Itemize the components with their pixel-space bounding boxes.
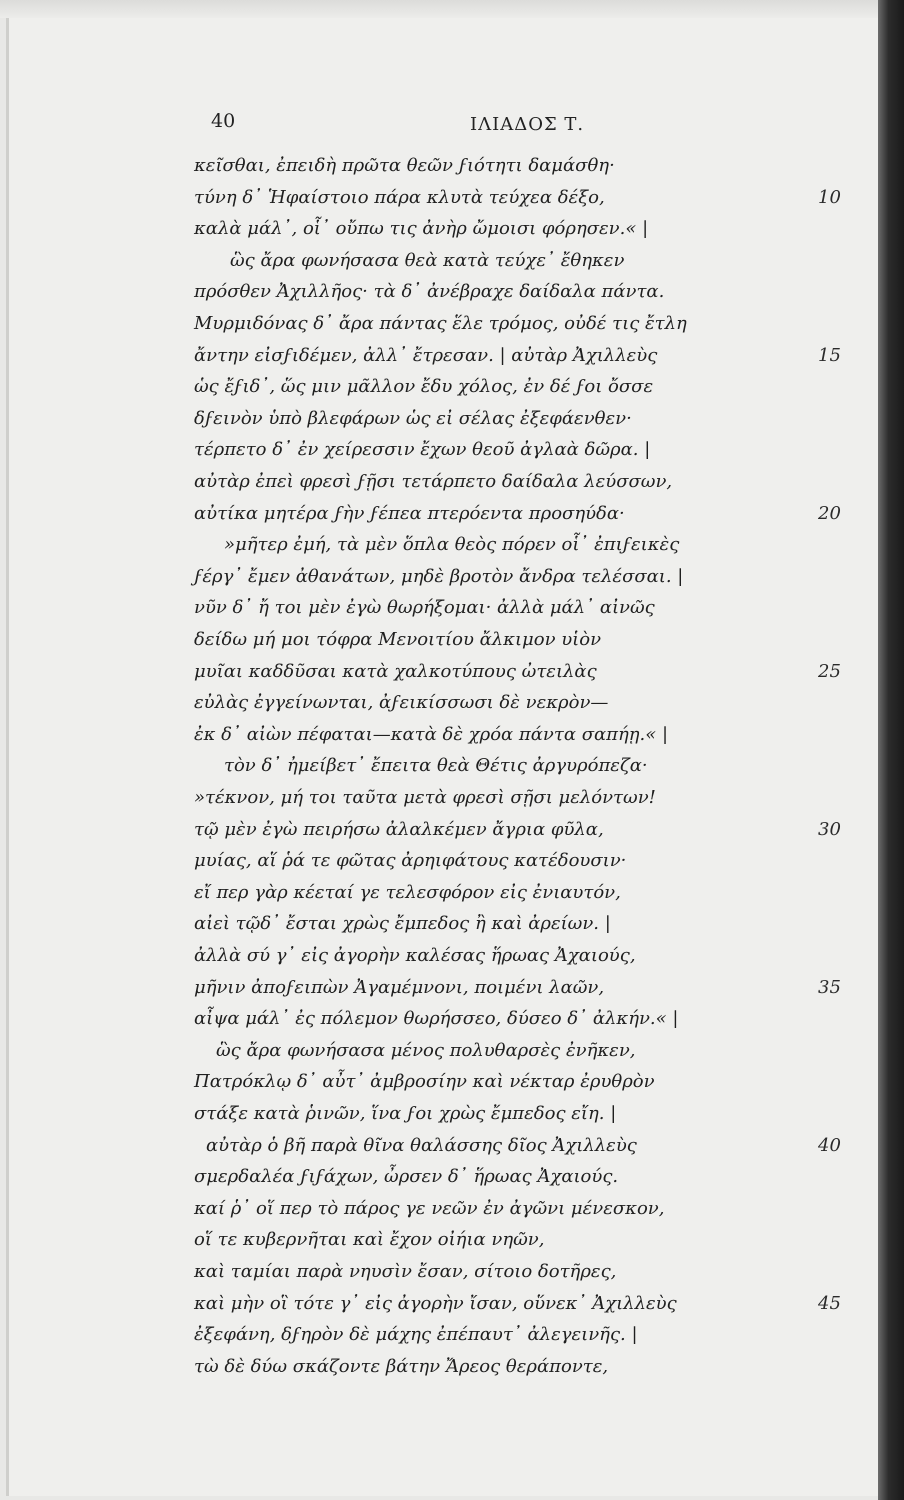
verse-line: [0, 1322, 870, 1354]
verse-line: [0, 595, 870, 627]
line-number: 35: [818, 976, 841, 998]
verse-line: [0, 279, 870, 311]
verse-text: τὼ δὲ δύω σκάζοντε βάτην Ἄρεος θεράποντε,: [194, 1355, 609, 1377]
verse-text: τέρπετο δ᾽ ἐν χείρεσσιν ἔχων θεοῦ ἀγλαὰ δῶρα. |: [194, 439, 651, 461]
verse-text: κεῖσθαι, ἐπειδὴ πρῶτα θεῶν ϝιότητι δαμάσθη·: [194, 155, 615, 176]
verse-text: εὐλὰς ἐγγείνωνται, ἀϝεικίσσωσι δὲ νεκρὸν—: [194, 692, 609, 714]
verse-line: [0, 1196, 870, 1228]
binding-edge: [878, 0, 904, 1500]
verse-line: [0, 848, 870, 880]
verse-text: »τέκνον, μή τοι ταῦτα μετὰ φρεσὶ σῇσι μελόντων!: [194, 787, 656, 808]
verse-line: [0, 374, 870, 406]
verse-line: [0, 1133, 870, 1165]
verse-text: Μυρμιδόνας δ᾽ ἄρα πάντας ἕλε τρόμος, οὐδέ τις ἔτλη: [194, 313, 687, 334]
page-number: 40: [211, 110, 236, 132]
verse-line: [0, 311, 870, 343]
verse-line: [0, 1101, 870, 1133]
verse-line: [0, 1291, 870, 1323]
verse-text: καὶ ταμίαι παρὰ νηυσὶν ἔσαν, σίτοιο δοτῆρες,: [194, 1261, 617, 1282]
verse-text: δϝεινὸν ὑπὸ βλεφάρων ὡς εἰ σέλας ἐξεφάενθεν·: [194, 407, 632, 429]
verse-line: [0, 1006, 870, 1038]
verse-line: [0, 1038, 870, 1070]
verse-text: ἐκ δ᾽ αἰὼν πέφαται—κατὰ δὲ χρόα πάντα σαπήῃ.« |: [194, 723, 669, 745]
verse-text: μῆνιν ἀποϝειπὼν Ἀγαμέμνονι, ποιμένι λαῶν,: [194, 976, 605, 998]
verse-line: [0, 722, 870, 754]
verse-line: [0, 1164, 870, 1196]
verse-text: τύνη δ᾽ Ἡφαίστοιο πάρα κλυτὰ τεύχεα δέξο,: [194, 186, 605, 208]
verse-text: καί ῥ᾽ οἵ περ τὸ πάρος γε νεῶν ἐν ἀγῶνι μένεσκον,: [194, 1197, 665, 1219]
verse-line: [0, 911, 870, 943]
verse-line: [0, 880, 870, 912]
verse-text: νῦν δ᾽ ἤ τοι μὲν ἐγὼ θωρήξομαι· ἀλλὰ μάλ᾽ αἰνῶς: [194, 597, 655, 619]
verse-text: αἰεὶ τῷδ᾽ ἔσται χρὼς ἔμπεδος ἢ καὶ ἀρείων. |: [194, 913, 611, 935]
verse-line: [0, 753, 870, 785]
verse-line: [0, 437, 870, 469]
verse-text: »μῆτερ ἐμή, τὰ μὲν ὅπλα θεὸς πόρεν οἷ᾽ ἐπιϝεικὲς: [224, 534, 680, 556]
verse-line: [0, 564, 870, 596]
line-number: 25: [818, 660, 841, 682]
verse-text: ϝέργ᾽ ἔμεν ἀθανάτων, μηδὲ βροτὸν ἄνδρα τελέσσαι. |: [194, 565, 684, 587]
verse-text: ὣς ἄρα φωνήσασα μένος πολυθαρσὲς ἐνῆκεν,: [216, 1039, 636, 1061]
verse-line: [0, 469, 870, 501]
verse-text: αἶψα μάλ᾽ ἐς πόλεμον θωρήσσεο, δύσεο δ᾽ ἀλκήν.« |: [194, 1008, 679, 1030]
verse-text: στάξε κατὰ ῥινῶν, ἵνα ϝοι χρὼς ἔμπεδος εἴη. |: [194, 1103, 617, 1124]
verse-line: [0, 1069, 870, 1101]
verse-text: δείδω μή μοι τόφρα Μενοιτίου ἄλκιμον υἱὸν: [194, 629, 602, 650]
verse-line: [0, 532, 870, 564]
verse-line: [0, 248, 870, 280]
verse-line: [0, 1227, 870, 1259]
verse-text: τῷ μὲν ἐγὼ πειρήσω ἀλαλκέμεν ἄγρια φῦλα,: [194, 818, 604, 840]
verse-line: [0, 406, 870, 438]
verse-text: αὐτίκα μητέρα ϝὴν ϝέπεα πτερόεντα προσηύδα·: [194, 502, 625, 524]
verse-text: εἴ περ γὰρ κέεταί γε τελεσφόρον εἰς ἐνιαυτόν,: [194, 881, 621, 903]
verse-line: [0, 343, 870, 375]
line-number: 20: [818, 502, 841, 524]
verse-line: [0, 943, 870, 975]
verse-line: [0, 185, 870, 217]
line-number: 30: [818, 818, 841, 840]
verse-text: ὡς ἔϝιδ᾽, ὥς μιν μᾶλλον ἔδυ χόλος, ἐν δέ ϝοι ὄσσε: [194, 376, 654, 398]
verse-text: Πατρόκλῳ δ᾽ αὖτ᾽ ἀμβροσίην καὶ νέκταρ ἐρυθρὸν: [194, 1071, 655, 1093]
verse-text: αὐτὰρ ὁ βῆ παρὰ θῖνα θαλάσσης δῖος Ἀχιλλεὺς: [206, 1134, 637, 1156]
line-number: 10: [818, 186, 841, 208]
verse-text: σμερδαλέα ϝιϝάχων, ὦρσεν δ᾽ ἥρωας Ἀχαιούς.: [194, 1166, 619, 1188]
verse-line: [0, 153, 870, 185]
line-number: 40: [818, 1134, 841, 1156]
line-number: 15: [818, 344, 841, 366]
verse-text: οἵ τε κυβερνῆται καὶ ἔχον οἰήια νηῶν,: [194, 1229, 545, 1251]
verse-line: [0, 975, 870, 1007]
line-number: 45: [818, 1292, 841, 1314]
verse-text: πρόσθεν Ἀχιλλῆος· τὰ δ᾽ ἀνέβραχε δαίδαλα πάντα.: [194, 281, 665, 303]
verse-text: μυίας, αἵ ῥά τε φῶτας ἀρηιφάτους κατέδουσιν·: [194, 850, 627, 872]
verse-line: [0, 1259, 870, 1291]
verse-line: [0, 1354, 870, 1386]
verse-text: καλὰ μάλ᾽, οἷ᾽ οὔπω τις ἀνὴρ ὤμοισι φόρησεν.« |: [194, 218, 649, 240]
verse-line: [0, 501, 870, 533]
verse-line: [0, 785, 870, 817]
verse-line: [0, 817, 870, 849]
verse-text: ἐξεφάνη, δϝηρὸν δὲ μάχης ἐπέπαυτ᾽ ἀλεγεινῆς. |: [194, 1324, 638, 1346]
running-title: ΙΛΙΑΔΟΣ Τ.: [470, 114, 585, 135]
verse-text: αὐτὰρ ἐπεὶ φρεσὶ ϝῇσι τετάρπετο δαίδαλα λεύσσων,: [194, 471, 673, 492]
verse-line: [0, 690, 870, 722]
verse-text: ἄντην εἰσϝιδέμεν, ἀλλ᾽ ἔτρεσαν. | αὐτὰρ Ἀχιλλεὺς: [194, 344, 658, 366]
top-margin-shadow: [0, 0, 904, 18]
verse-line: [0, 627, 870, 659]
verse-line: [0, 216, 870, 248]
verse-text: ἀλλὰ σύ γ᾽ εἰς ἀγορὴν καλέσας ἥρωας Ἀχαιούς,: [194, 945, 636, 966]
verse-line: [0, 659, 870, 691]
verse-text: μυῖαι καδδῦσαι κατὰ χαλκοτύπους ὠτειλὰς: [194, 660, 597, 682]
verse-text: ὣς ἄρα φωνήσασα θεὰ κατὰ τεύχε᾽ ἔθηκεν: [230, 249, 625, 271]
verse-text: τὸν δ᾽ ἠμείβετ᾽ ἔπειτα θεὰ Θέτις ἀργυρόπεζα·: [224, 755, 648, 777]
verse-text: καὶ μὴν οἳ τότε γ᾽ εἰς ἀγορὴν ἴσαν, οὕνεκ᾽ Ἀχιλλεὺς: [194, 1292, 677, 1314]
